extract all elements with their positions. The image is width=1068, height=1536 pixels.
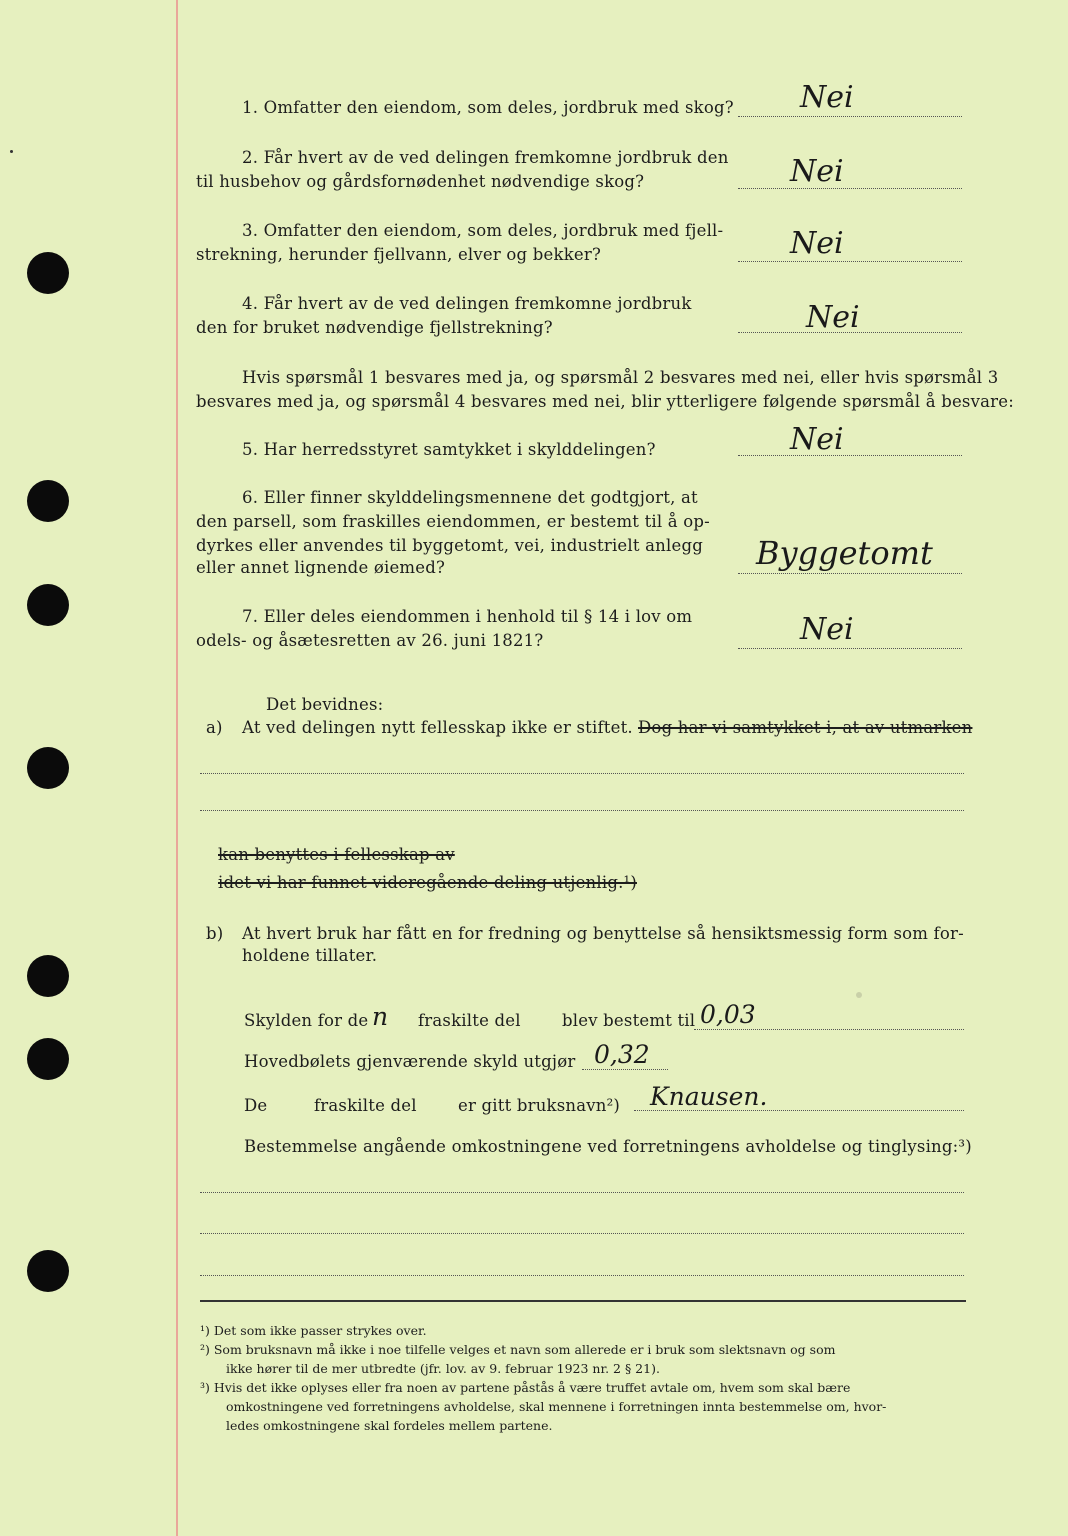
footnote-3-cont: omkostningene ved forretningens avholdelse, skal mennene i forretningen innta bestemmelse om, hvor- [226,1399,887,1414]
question-4-text-cont: den for bruket nødvendige fjellstrekning? [196,318,553,337]
question-6-text-cont3: eller annet lignende øiemed? [196,558,446,577]
punch-hole [27,252,69,294]
item-b-marker: b) [206,924,224,943]
item-a-struck-text: Dog har vi samtykket i, at av utmarken [638,718,973,737]
item-b-text: At hvert bruk har fått en for fredning og benyttelse så hensiktsmessig form som for- [242,924,964,943]
answer-6: Byggetomt [756,534,933,572]
navn-label-3: er gitt bruksnavn²) [458,1096,621,1115]
skyld-label: Skylden for de [244,1011,369,1030]
condition-text-cont: besvares med ja, og spørsmål 4 besvares med nei, blir ytterligere følgende spørsmål å besvare: [196,392,1014,411]
punch-hole [27,747,69,789]
question-2-text-cont: til husbehov og gårdsfornødenhet nødvendige skog? [196,172,645,191]
margin-line [176,0,178,1536]
punch-hole [27,1250,69,1292]
certification-heading: Det bevidnes: [266,695,384,714]
skyld-label-3: blev bestemt til [562,1011,696,1030]
answer-line-1 [738,116,962,117]
hoved-value-line [582,1069,668,1070]
blank-line [200,1233,964,1234]
question-3-text-cont: strekning, herunder fjellvann, elver og bekker? [196,245,601,264]
answer-line-6 [738,573,962,574]
question-2-text: 2. Får hvert av de ved delingen fremkomne jordbruk den [242,148,729,167]
hoved-value: 0,32 [594,1040,650,1069]
punch-hole [27,955,69,997]
question-7-text: 7. Eller deles eiendommen i henhold til § 14 i lov om [242,607,693,626]
footnote-2-cont: ikke hører til de mer utbredte (jfr. lov. av 9. februar 1923 nr. 2 § 21). [226,1361,660,1376]
answer-4: Nei [806,300,860,335]
punch-hole [27,1038,69,1080]
question-5-text: 5. Har herredsstyret samtykket i skylddelingen? [242,440,656,459]
question-4-text: 4. Får hvert av de ved delingen fremkomne jordbruk [242,294,692,313]
answer-2: Nei [790,154,844,189]
answer-5: Nei [790,422,844,457]
navn-value: Knausen. [650,1082,768,1111]
item-b-text-cont: holdene tillater. [242,946,378,965]
footnote-1: ¹) Det som ikke passer strykes over. [200,1323,427,1338]
question-6-text: 6. Eller finner skylddelingsmennene det godtgjort, at [242,488,698,507]
footnote-3: ³) Hvis det ikke oplyses eller fra noen av partene påstås å være truffet avtale om, hvem som skal bære [200,1380,851,1395]
struck-line-2: idet vi har funnet videregående deling utjenlig.¹) [218,873,637,892]
question-7-text-cont: odels- og åsætesretten av 26. juni 1821? [196,631,544,650]
skyld-label-2: fraskilte del [418,1011,521,1030]
footnote-3-cont2: ledes omkostningene skal fordeles mellem partene. [226,1418,553,1433]
answer-line-2 [738,188,962,189]
question-3-text: 3. Omfatter den eiendom, som deles, jordbruk med fjell- [242,221,724,240]
skyld-value: 0,03 [700,1000,756,1029]
paper-stain [856,992,862,998]
footnote-2: ²) Som bruksnavn må ikke i noe tilfelle velges et navn som allerede er i bruk som slektsnavn og som [200,1342,836,1357]
answer-7: Nei [800,612,854,647]
blank-line [200,773,964,774]
cost-label: Bestemmelse angående omkostningene ved forretningens avholdelse og tinglysing:³) [244,1137,972,1156]
item-a-text: At ved delingen nytt fellesskap ikke er stiftet. [242,718,633,737]
punch-hole [27,584,69,626]
answer-line-3 [738,261,962,262]
hoved-label: Hovedbølets gjenværende skyld utgjør [244,1052,576,1071]
question-6-text-cont2: dyrkes eller anvendes til byggetomt, vei, industrielt anlegg [196,536,703,555]
answer-line-7 [738,648,962,649]
answer-3: Nei [790,226,844,261]
blank-line [200,1192,964,1193]
answer-1: Nei [800,80,854,115]
skyld-value-line [694,1029,964,1030]
skyld-handwritten-n: n [372,1002,389,1031]
navn-label-2: fraskilte del [314,1096,417,1115]
item-a-marker: a) [206,718,223,737]
condition-text: Hvis spørsmål 1 besvares med ja, og spørsmål 2 besvares med nei, eller hvis spørsmål 3 [242,368,999,387]
blank-line [200,810,964,811]
question-6-text-cont: den parsell, som fraskilles eiendommen, er bestemt til å op- [196,512,710,531]
punch-hole [27,480,69,522]
answer-line-5 [738,455,962,456]
navn-label: De [244,1096,268,1115]
paper-speck [10,150,13,153]
footnote-rule [200,1300,966,1302]
question-1-text: 1. Omfatter den eiendom, som deles, jordbruk med skog? [242,98,734,117]
blank-line [200,1275,964,1276]
struck-line-1: kan benyttes i fellesskap av [218,845,455,864]
